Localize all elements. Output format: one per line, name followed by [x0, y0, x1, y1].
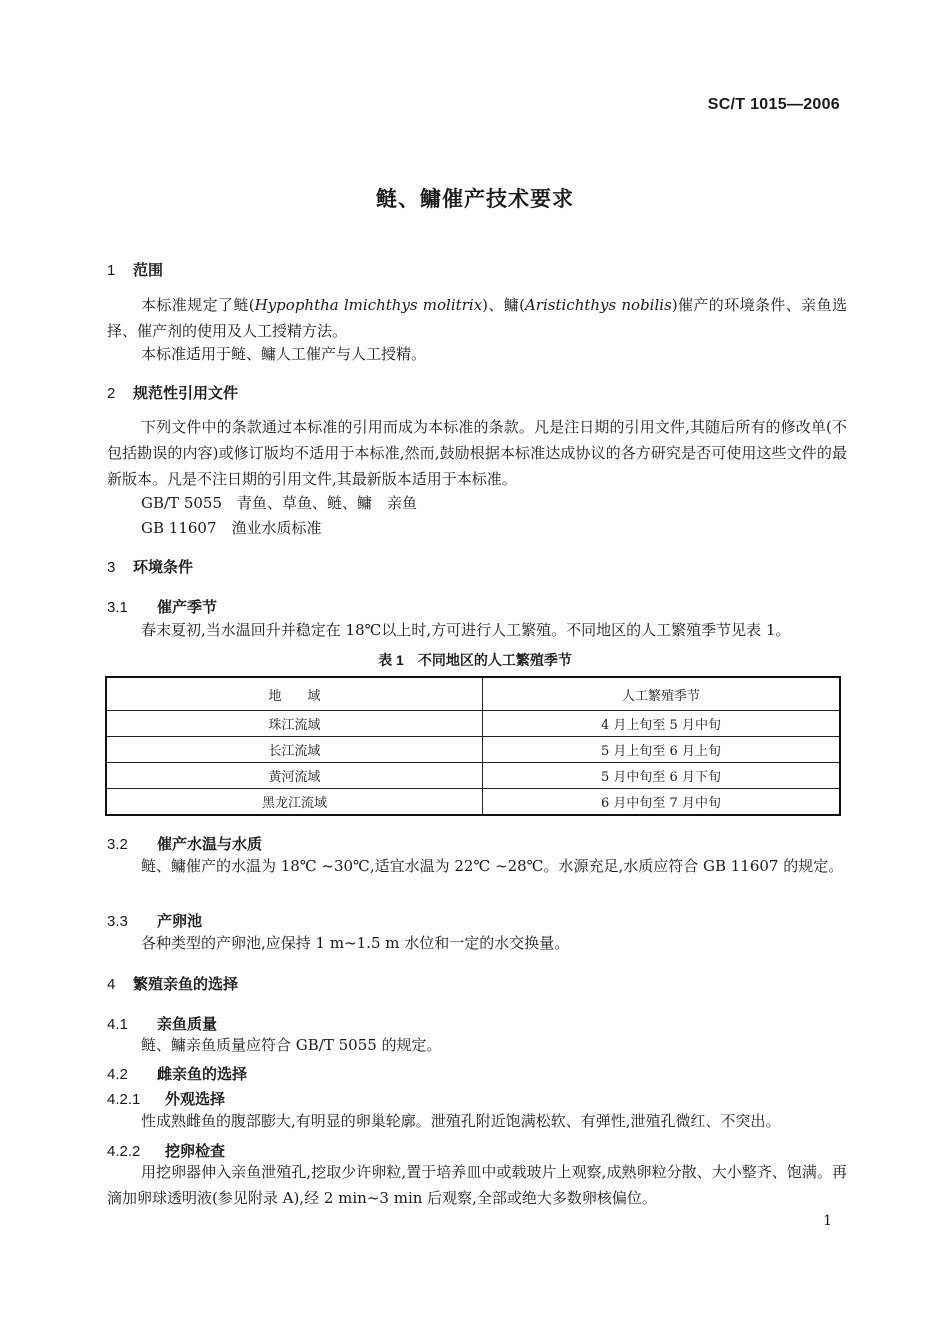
table-cell-region: 长江流域 [106, 737, 483, 763]
standard-number: SC/T 1015—2006 [707, 96, 840, 113]
table-row [106, 711, 840, 737]
table-cell-season: 6 月中旬至 7 月中旬 [483, 789, 841, 816]
latin-name-silver-carp: Hypophtha lmichthys molitrix [254, 296, 483, 314]
section-number: 3.1 [107, 599, 128, 616]
section-3-1-heading [107, 596, 217, 617]
latin-name-bighead-carp: Aristichthys nobilis [524, 296, 672, 314]
section-4-2-2-heading [107, 1140, 225, 1161]
section-title: 亲鱼质量 [157, 1016, 218, 1033]
section-number: 4.2 [107, 1066, 128, 1083]
table-cell-region: 黑龙江流域 [106, 789, 483, 816]
table-row [106, 763, 840, 789]
section-3-heading [107, 556, 193, 577]
section-title: 雌亲鱼的选择 [157, 1066, 248, 1083]
table-cell-season: 5 月中旬至 6 月下旬 [483, 763, 841, 789]
section-title: 催产季节 [157, 599, 218, 616]
section-1-heading [107, 259, 163, 280]
page-number: 1 [823, 1213, 832, 1229]
section-number: 1 [107, 262, 116, 279]
table-1-caption: 表 1 不同地区的人工繁殖季节 [378, 652, 572, 668]
section-2-heading [107, 382, 238, 403]
section-1-paragraph-1: 本标准规定了鲢(Hypophtha lmichthys molitrix)、鳙(Aristichthys nobilis)催产的环境条件、亲鱼选择、催产剂的使用及人工授精方法。 [107, 296, 847, 340]
section-number: 4 [107, 976, 116, 993]
table-cell-season: 4 月上旬至 5 月中旬 [483, 711, 841, 737]
section-number: 2 [107, 385, 116, 402]
section-number: 4.2.1 [107, 1091, 141, 1108]
section-number: 3.3 [107, 913, 128, 930]
table-header-season: 人工繁殖季节 [483, 677, 841, 711]
reference-gbt-5055: GB/T 5055 青鱼、草鱼、鲢、鳙 亲鱼 [141, 494, 418, 512]
table-row [106, 789, 840, 816]
section-3-3-heading [107, 910, 202, 931]
table-header-region: 地 域 [106, 677, 483, 711]
section-number: 3 [107, 559, 116, 576]
section-title: 产卵池 [157, 913, 203, 930]
section-4-2-1-heading [107, 1088, 225, 1109]
section-title: 环境条件 [133, 559, 194, 576]
section-4-2-heading [107, 1063, 247, 1084]
table-cell-region: 黄河流域 [106, 763, 483, 789]
section-4-2-1-paragraph: 性成熟雌鱼的腹部膨大,有明显的卵巢轮廓。泄殖孔附近饱满松软、有弹性,泄殖孔微红、不突出。 [141, 1112, 781, 1130]
section-title: 繁殖亲鱼的选择 [133, 976, 239, 993]
section-4-2-2-paragraph: 用挖卵器伸入亲鱼泄殖孔,挖取少许卵粒,置于培养皿中或载玻片上观察,成熟卵粒分散、大小整齐、饱满。再滴加卵球透明液(参见附录 A),经 2 min~3 min 后观察,全部或绝大多数卵核偏位。 [107, 1163, 847, 1207]
section-4-1-paragraph: 鲢、鳙亲鱼质量应符合 GB/T 5055 的规定。 [141, 1036, 442, 1054]
section-title: 规范性引用文件 [133, 385, 239, 402]
section-title: 催产水温与水质 [157, 836, 263, 853]
reference-gb-11607: GB 11607 渔业水质标准 [141, 519, 322, 537]
section-title: 范围 [133, 262, 164, 279]
section-3-2-heading [107, 833, 262, 854]
section-4-1-heading [107, 1013, 217, 1034]
document-title: 鲢、鳙催产技术要求 [376, 186, 574, 211]
section-title: 挖卵检查 [165, 1143, 226, 1160]
table-row [106, 737, 840, 763]
section-3-2-paragraph: 鲢、鳙催产的水温为 18℃ ~30℃,适宜水温为 22℃ ~28℃。水源充足,水质应符合 GB 11607 的规定。 [141, 857, 844, 875]
section-number: 4.1 [107, 1016, 128, 1033]
section-3-3-paragraph: 各种类型的产卵池,应保持 1 m~1.5 m 水位和一定的水交换量。 [141, 934, 570, 952]
section-4-heading [107, 973, 238, 994]
section-title: 外观选择 [165, 1091, 226, 1108]
section-number: 3.2 [107, 836, 128, 853]
section-number: 4.2.2 [107, 1143, 141, 1160]
table-cell-region: 珠江流域 [106, 711, 483, 737]
section-2-paragraph-1: 下列文件中的条款通过本标准的引用而成为本标准的条款。凡是注日期的引用文件,其随后所有的修改单(不包括勘误的内容)或修订版均不适用于本标准,然而,鼓励根据本标准达成协议的各方研究是否可使用这些文件的最新版本。凡是不注日期的引用文件,其最新版本适用于本标准。 [107, 418, 847, 488]
breeding-season-table [105, 676, 841, 816]
table-header-row [106, 677, 840, 711]
section-1-paragraph-2: 本标准适用于鲢、鳙人工催产与人工授精。 [141, 345, 427, 363]
section-3-1-paragraph: 春末夏初,当水温回升并稳定在 18℃以上时,方可进行人工繁殖。不同地区的人工繁殖季节见表 1。 [141, 621, 791, 639]
table-cell-season: 5 月上旬至 6 月上旬 [483, 737, 841, 763]
